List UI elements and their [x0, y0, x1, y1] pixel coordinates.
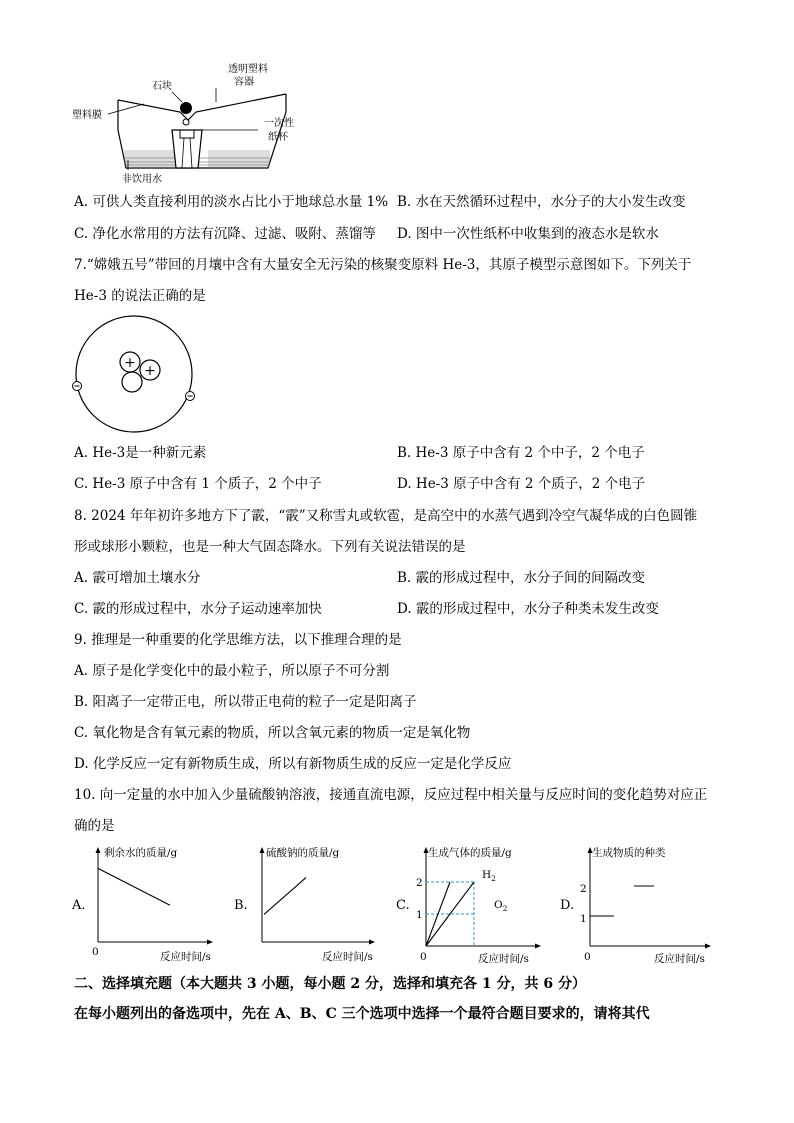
label-paper-cup-2: 纸杯	[268, 132, 288, 143]
chart-c-ytick-2: 2	[416, 877, 423, 889]
chart-b	[232, 842, 382, 968]
q8-stem-line2: 形或球形小颗粒，也是一种大气固态降水。下列有关说法错误的是	[74, 539, 466, 555]
svg-text:+: +	[144, 363, 156, 379]
chart-b-marks	[264, 878, 306, 915]
chart-c-series-h2: $H_2$	[482, 869, 496, 883]
chart-d-option: D.	[560, 898, 575, 913]
chart-a-origin: 0	[92, 946, 99, 958]
chart-a-axes	[96, 847, 214, 945]
svg-text:+: +	[124, 355, 136, 371]
chart-a-ylabel: 剩余水的质量/g	[104, 847, 178, 859]
q7-option-d: D. He-3 原子中含有 2 个质子，2 个电子	[397, 476, 646, 492]
section2-title: 二、选择填充题（本大题共 3 小题，每小题 2 分，选择和填充各 1 分，共 6 分）	[74, 976, 586, 992]
q9-option-b: B. 阳离子一定带正电，所以带正电荷的粒子一定是阳离子	[74, 694, 417, 710]
chart-c-option: C.	[396, 898, 410, 913]
chart-b-ylabel: 硫酸钠的质量/g	[266, 847, 340, 859]
chart-c-axes	[424, 847, 542, 949]
label-plastic-film: 塑料膜	[72, 110, 102, 121]
chart-b-series-line	[264, 878, 306, 915]
q6-option-b: B. 水在天然循环过程中，水分子的大小发生改变	[397, 194, 686, 210]
chart-c-xlabel: 反应时间/s	[478, 953, 529, 965]
q9-option-a: A. 原子是化学变化中的最小粒子，所以原子不可分割	[74, 663, 390, 679]
solar-still-figure	[68, 58, 308, 188]
chart-b-xlabel: 反应时间/s	[322, 951, 373, 963]
q8-option-d: D. 霰的形成过程中，水分子种类未发生改变	[397, 601, 659, 617]
chart-a-option: A.	[72, 898, 86, 913]
chart-d-axes	[588, 847, 712, 949]
q7-option-c: C. He-3 原子中含有 1 个质子，2 个中子	[74, 476, 322, 492]
chart-c-origin: 0	[420, 951, 427, 963]
label-stone: 石块	[152, 81, 172, 92]
chart-a-series-line	[98, 868, 170, 905]
section2-instruction: 在每小题列出的备选项中，先在 A、B、C 三个选项中选择一个最符合题目要求的，请将其代	[74, 1006, 650, 1022]
chart-d	[558, 842, 718, 968]
label-plastic-container-2: 容器	[234, 77, 254, 88]
q8-option-b: B. 霰的形成过程中，水分子间的间隔改变	[397, 570, 646, 586]
q6-option-c: C. 净化水常用的方法有沉降、过滤、吸附、蒸馏等	[74, 226, 376, 242]
q7-stem-line1: 7.“嫦娥五号”带回的月壤中含有大量安全无污染的核聚变原料 He-3，其原子模型示意图如下。下列关于	[74, 257, 692, 273]
q8-stem-line1: 8. 2024 年年初许多地方下了霰，“霰”又称雪丸或软雹，是高空中的水蒸气遇到冷空气凝华成的白色圆锥	[74, 508, 698, 524]
chart-c-ylabel: 生成气体的质量/g	[428, 847, 512, 859]
chart-d-ytick-1: 1	[580, 913, 587, 925]
q9-option-c: C. 氧化物是含有氧元素的物质，所以含氧元素的物质一定是氧化物	[74, 725, 471, 741]
q6-option-a: A. 可供人类直接利用的淡水占比小于地球总水量 1%	[74, 194, 389, 210]
chart-d-ylabel: 生成物质的种类	[592, 847, 666, 859]
q7-option-b: B. He-3 原子中含有 2 个中子，2 个电子	[397, 445, 645, 461]
q10-stem-line2: 确的是	[74, 818, 115, 834]
q7-option-a: A. He-3是一种新元素	[74, 445, 207, 461]
q6-option-d: D. 图中一次性纸杯中收集到的液态水是软水	[397, 226, 659, 242]
chart-a	[72, 842, 222, 968]
q10-stem-line1: 10. 向一定量的水中加入少量硫酸钠溶液，接通直流电源，反应过程中相关量与反应时间的变化趋势对应正	[74, 787, 708, 803]
q9-option-d: D. 化学反应一定有新物质生成，所以有新物质生成的反应一定是化学反应	[74, 756, 512, 772]
chart-a-marks	[98, 868, 170, 905]
chart-c	[394, 842, 546, 968]
q8-option-a: A. 霰可增加土壤水分	[74, 570, 201, 586]
chart-a-xlabel: 反应时间/s	[160, 951, 211, 963]
chart-d-ytick-2: 2	[580, 883, 587, 895]
chart-d-origin: 0	[584, 951, 591, 963]
he3-atom-model	[70, 312, 200, 437]
label-plastic-container-1: 透明塑料	[228, 64, 268, 75]
q9-stem: 9. 推理是一种重要的化学思维方法，以下推理合理的是	[74, 632, 402, 648]
label-non-drinking-water: 非饮用水	[122, 174, 162, 185]
chart-c-series-o2: $O_2$	[494, 899, 508, 913]
q7-stem-line2: He-3 的说法正确的是	[74, 288, 206, 304]
chart-b-option: B.	[234, 898, 248, 913]
label-paper-cup-1: 一次性	[264, 118, 294, 129]
chart-d-marks	[590, 886, 654, 916]
chart-c-ytick-1: 1	[416, 909, 423, 921]
chart-d-xlabel: 反应时间/s	[654, 953, 705, 965]
q8-option-c: C. 霰的形成过程中，水分子运动速率加快	[74, 601, 322, 617]
chart-b-axes	[260, 847, 376, 945]
